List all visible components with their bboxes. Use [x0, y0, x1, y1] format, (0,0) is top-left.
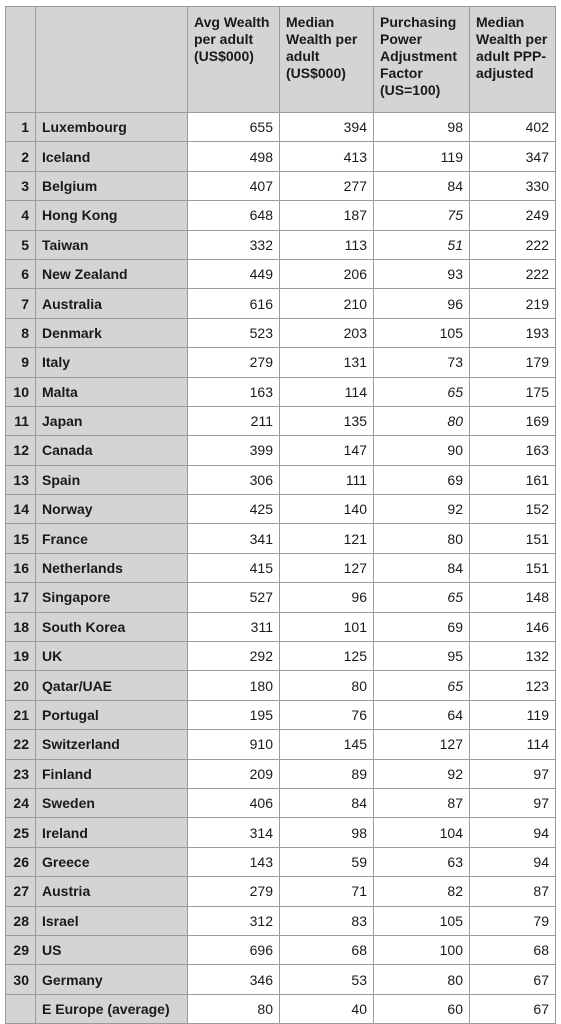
country-cell: Switzerland: [36, 730, 188, 759]
median-ppp-cell: 152: [470, 495, 556, 524]
avg-wealth-cell: 696: [188, 935, 280, 964]
ppp-factor-cell: 93: [374, 259, 470, 288]
table-row: [6, 583, 556, 612]
avg-wealth-cell: 312: [188, 906, 280, 935]
avg-wealth-cell: 498: [188, 142, 280, 171]
rank-cell: [6, 994, 36, 1023]
country-cell: Israel: [36, 906, 188, 935]
table-row: [6, 994, 556, 1023]
median-wealth-cell: 40: [280, 994, 374, 1023]
header-median-wealth: Median Wealth per adult (US$000): [280, 7, 374, 113]
ppp-factor-cell: 51: [374, 230, 470, 259]
median-ppp-cell: 222: [470, 259, 556, 288]
ppp-factor-cell: 98: [374, 113, 470, 142]
ppp-factor-cell: 60: [374, 994, 470, 1023]
median-ppp-cell: 146: [470, 612, 556, 641]
median-ppp-cell: 123: [470, 671, 556, 700]
median-ppp-cell: 94: [470, 818, 556, 847]
median-ppp-cell: 151: [470, 553, 556, 582]
avg-wealth-cell: 407: [188, 171, 280, 200]
median-ppp-cell: 114: [470, 730, 556, 759]
median-wealth-cell: 76: [280, 700, 374, 729]
table-row: [6, 818, 556, 847]
table-row: [6, 700, 556, 729]
avg-wealth-cell: 406: [188, 788, 280, 817]
rank-cell: 18: [6, 612, 36, 641]
ppp-factor-cell: 92: [374, 759, 470, 788]
table-row: [6, 759, 556, 788]
avg-wealth-cell: 211: [188, 406, 280, 435]
header-avg-wealth: Avg Wealth per adult (US$000): [188, 7, 280, 113]
rank-cell: 6: [6, 259, 36, 288]
header-rank: [6, 7, 36, 113]
country-cell: France: [36, 524, 188, 553]
avg-wealth-cell: 399: [188, 436, 280, 465]
median-ppp-cell: 347: [470, 142, 556, 171]
median-ppp-cell: 79: [470, 906, 556, 935]
ppp-factor-cell: 64: [374, 700, 470, 729]
rank-cell: 2: [6, 142, 36, 171]
rank-cell: 9: [6, 348, 36, 377]
table-row: [6, 289, 556, 318]
avg-wealth-cell: 648: [188, 201, 280, 230]
country-cell: Iceland: [36, 142, 188, 171]
avg-wealth-cell: 195: [188, 700, 280, 729]
median-ppp-cell: 219: [470, 289, 556, 318]
median-wealth-cell: 140: [280, 495, 374, 524]
avg-wealth-cell: 80: [188, 994, 280, 1023]
country-cell: Austria: [36, 877, 188, 906]
ppp-factor-cell: 73: [374, 348, 470, 377]
country-cell: Ireland: [36, 818, 188, 847]
median-wealth-cell: 71: [280, 877, 374, 906]
country-cell: Japan: [36, 406, 188, 435]
median-ppp-cell: 132: [470, 642, 556, 671]
median-wealth-cell: 101: [280, 612, 374, 641]
median-ppp-cell: 179: [470, 348, 556, 377]
country-cell: Portugal: [36, 700, 188, 729]
country-cell: Italy: [36, 348, 188, 377]
rank-cell: 23: [6, 759, 36, 788]
country-cell: Singapore: [36, 583, 188, 612]
country-cell: Canada: [36, 436, 188, 465]
table-row: [6, 906, 556, 935]
rank-cell: 25: [6, 818, 36, 847]
ppp-factor-cell: 105: [374, 318, 470, 347]
avg-wealth-cell: 910: [188, 730, 280, 759]
avg-wealth-cell: 292: [188, 642, 280, 671]
rank-cell: 15: [6, 524, 36, 553]
country-cell: UK: [36, 642, 188, 671]
avg-wealth-cell: 143: [188, 847, 280, 876]
table-row: [6, 642, 556, 671]
ppp-factor-cell: 80: [374, 406, 470, 435]
ppp-factor-cell: 63: [374, 847, 470, 876]
ppp-factor-cell: 90: [374, 436, 470, 465]
median-wealth-cell: 277: [280, 171, 374, 200]
header-row: [6, 7, 556, 113]
avg-wealth-cell: 527: [188, 583, 280, 612]
country-cell: Hong Kong: [36, 201, 188, 230]
rank-cell: 3: [6, 171, 36, 200]
table-row: [6, 113, 556, 142]
median-ppp-cell: 148: [470, 583, 556, 612]
rank-cell: 14: [6, 495, 36, 524]
table-row: [6, 495, 556, 524]
median-wealth-cell: 96: [280, 583, 374, 612]
ppp-factor-cell: 69: [374, 465, 470, 494]
median-ppp-cell: 169: [470, 406, 556, 435]
median-ppp-cell: 67: [470, 965, 556, 994]
table-row: [6, 377, 556, 406]
table-body: [6, 113, 556, 1024]
median-wealth-cell: 147: [280, 436, 374, 465]
country-cell: Sweden: [36, 788, 188, 817]
ppp-factor-cell: 119: [374, 142, 470, 171]
median-ppp-cell: 87: [470, 877, 556, 906]
table-row: [6, 465, 556, 494]
table-row: [6, 877, 556, 906]
median-wealth-cell: 131: [280, 348, 374, 377]
rank-cell: 8: [6, 318, 36, 347]
ppp-factor-cell: 105: [374, 906, 470, 935]
table-row: [6, 348, 556, 377]
median-wealth-cell: 413: [280, 142, 374, 171]
median-ppp-cell: 67: [470, 994, 556, 1023]
table-row: [6, 406, 556, 435]
country-cell: Taiwan: [36, 230, 188, 259]
median-wealth-cell: 80: [280, 671, 374, 700]
rank-cell: 5: [6, 230, 36, 259]
table-row: [6, 201, 556, 230]
median-wealth-cell: 210: [280, 289, 374, 318]
median-wealth-cell: 84: [280, 788, 374, 817]
median-ppp-cell: 249: [470, 201, 556, 230]
ppp-factor-cell: 82: [374, 877, 470, 906]
ppp-factor-cell: 80: [374, 965, 470, 994]
table-row: [6, 553, 556, 582]
rank-cell: 26: [6, 847, 36, 876]
country-cell: Germany: [36, 965, 188, 994]
median-wealth-cell: 121: [280, 524, 374, 553]
country-cell: Finland: [36, 759, 188, 788]
median-wealth-cell: 83: [280, 906, 374, 935]
avg-wealth-cell: 655: [188, 113, 280, 142]
country-cell: Norway: [36, 495, 188, 524]
median-wealth-cell: 114: [280, 377, 374, 406]
avg-wealth-cell: 341: [188, 524, 280, 553]
ppp-factor-cell: 69: [374, 612, 470, 641]
median-wealth-cell: 113: [280, 230, 374, 259]
median-ppp-cell: 402: [470, 113, 556, 142]
rank-cell: 7: [6, 289, 36, 318]
country-cell: E Europe (average): [36, 994, 188, 1023]
country-cell: Denmark: [36, 318, 188, 347]
table-row: [6, 259, 556, 288]
country-cell: Luxembourg: [36, 113, 188, 142]
ppp-factor-cell: 65: [374, 583, 470, 612]
rank-cell: 19: [6, 642, 36, 671]
rank-cell: 28: [6, 906, 36, 935]
rank-cell: 24: [6, 788, 36, 817]
median-ppp-cell: 175: [470, 377, 556, 406]
rank-cell: 22: [6, 730, 36, 759]
rank-cell: 21: [6, 700, 36, 729]
table-row: [6, 671, 556, 700]
ppp-factor-cell: 95: [374, 642, 470, 671]
median-ppp-cell: 330: [470, 171, 556, 200]
median-ppp-cell: 193: [470, 318, 556, 347]
median-ppp-cell: 119: [470, 700, 556, 729]
rank-cell: 29: [6, 935, 36, 964]
table-row: [6, 935, 556, 964]
table-row: [6, 788, 556, 817]
rank-cell: 4: [6, 201, 36, 230]
ppp-factor-cell: 65: [374, 671, 470, 700]
avg-wealth-cell: 180: [188, 671, 280, 700]
country-cell: Netherlands: [36, 553, 188, 582]
avg-wealth-cell: 163: [188, 377, 280, 406]
ppp-factor-cell: 100: [374, 935, 470, 964]
country-cell: Malta: [36, 377, 188, 406]
country-cell: Australia: [36, 289, 188, 318]
median-wealth-cell: 203: [280, 318, 374, 347]
median-wealth-cell: 125: [280, 642, 374, 671]
median-wealth-cell: 68: [280, 935, 374, 964]
median-ppp-cell: 222: [470, 230, 556, 259]
avg-wealth-cell: 616: [188, 289, 280, 318]
rank-cell: 16: [6, 553, 36, 582]
median-wealth-cell: 135: [280, 406, 374, 435]
table-row: [6, 730, 556, 759]
avg-wealth-cell: 449: [188, 259, 280, 288]
rank-cell: 13: [6, 465, 36, 494]
median-ppp-cell: 94: [470, 847, 556, 876]
ppp-factor-cell: 96: [374, 289, 470, 318]
rank-cell: 1: [6, 113, 36, 142]
country-cell: Greece: [36, 847, 188, 876]
median-wealth-cell: 111: [280, 465, 374, 494]
ppp-factor-cell: 84: [374, 171, 470, 200]
median-ppp-cell: 68: [470, 935, 556, 964]
table-row: [6, 612, 556, 641]
median-ppp-cell: 97: [470, 759, 556, 788]
rank-cell: 17: [6, 583, 36, 612]
median-wealth-cell: 187: [280, 201, 374, 230]
table-row: [6, 171, 556, 200]
avg-wealth-cell: 306: [188, 465, 280, 494]
median-ppp-cell: 163: [470, 436, 556, 465]
table-row: [6, 230, 556, 259]
rank-cell: 11: [6, 406, 36, 435]
avg-wealth-cell: 425: [188, 495, 280, 524]
ppp-factor-cell: 80: [374, 524, 470, 553]
ppp-factor-cell: 127: [374, 730, 470, 759]
rank-cell: 10: [6, 377, 36, 406]
avg-wealth-cell: 415: [188, 553, 280, 582]
median-ppp-cell: 161: [470, 465, 556, 494]
rank-cell: 12: [6, 436, 36, 465]
avg-wealth-cell: 311: [188, 612, 280, 641]
table-row: [6, 142, 556, 171]
avg-wealth-cell: 209: [188, 759, 280, 788]
table-row: [6, 965, 556, 994]
country-cell: Spain: [36, 465, 188, 494]
rank-cell: 20: [6, 671, 36, 700]
wealth-table: [5, 6, 556, 1024]
median-wealth-cell: 89: [280, 759, 374, 788]
header-country: [36, 7, 188, 113]
median-ppp-cell: 151: [470, 524, 556, 553]
ppp-factor-cell: 104: [374, 818, 470, 847]
header-median-ppp: Median Wealth per adult PPP-adjusted: [470, 7, 556, 113]
median-wealth-cell: 206: [280, 259, 374, 288]
avg-wealth-cell: 332: [188, 230, 280, 259]
country-cell: Qatar/UAE: [36, 671, 188, 700]
country-cell: Belgium: [36, 171, 188, 200]
median-wealth-cell: 59: [280, 847, 374, 876]
rank-cell: 27: [6, 877, 36, 906]
ppp-factor-cell: 84: [374, 553, 470, 582]
ppp-factor-cell: 92: [374, 495, 470, 524]
avg-wealth-cell: 314: [188, 818, 280, 847]
median-wealth-cell: 394: [280, 113, 374, 142]
avg-wealth-cell: 279: [188, 877, 280, 906]
avg-wealth-cell: 346: [188, 965, 280, 994]
country-cell: New Zealand: [36, 259, 188, 288]
rank-cell: 30: [6, 965, 36, 994]
table-row: [6, 318, 556, 347]
median-wealth-cell: 127: [280, 553, 374, 582]
table-row: [6, 524, 556, 553]
ppp-factor-cell: 87: [374, 788, 470, 817]
country-cell: South Korea: [36, 612, 188, 641]
avg-wealth-cell: 523: [188, 318, 280, 347]
table-row: [6, 436, 556, 465]
country-cell: US: [36, 935, 188, 964]
header-ppp-factor: Purchasing Power Adjustment Factor (US=100): [374, 7, 470, 113]
median-wealth-cell: 98: [280, 818, 374, 847]
ppp-factor-cell: 65: [374, 377, 470, 406]
median-wealth-cell: 145: [280, 730, 374, 759]
ppp-factor-cell: 75: [374, 201, 470, 230]
table-row: [6, 847, 556, 876]
median-wealth-cell: 53: [280, 965, 374, 994]
median-ppp-cell: 97: [470, 788, 556, 817]
avg-wealth-cell: 279: [188, 348, 280, 377]
